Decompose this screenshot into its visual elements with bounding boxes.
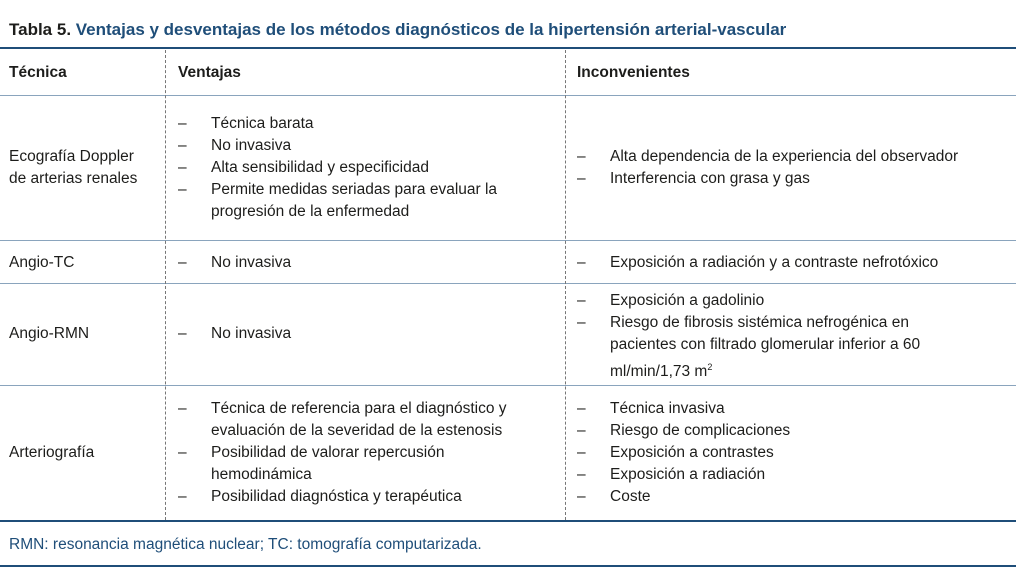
row-2-advantages bbox=[178, 252, 563, 274]
list-item: – No invasiva bbox=[178, 135, 523, 157]
header-disadvantages: Inconvenientes bbox=[577, 64, 690, 81]
list-item-text: Riesgo de fibrosis sistémica nefrogénica en pacientes con filtrado glomerular inferior a 60 ml/min/1,73 m bbox=[610, 314, 921, 380]
list-item: – Permite medidas seriadas para evaluar la progresión de la enfermedad bbox=[178, 179, 523, 223]
row-1-technique bbox=[9, 146, 159, 190]
list-item bbox=[577, 312, 977, 383]
row-4-advantages bbox=[178, 398, 553, 508]
list-item: – Posibilidad de valorar repercusión hemodinámica bbox=[178, 442, 511, 486]
row-4-technique bbox=[9, 442, 159, 464]
list-item: – Coste bbox=[577, 486, 1012, 508]
list-item: – Riesgo de complicaciones bbox=[577, 420, 1012, 442]
table-number: Tabla 5. bbox=[9, 20, 72, 39]
header-technique: Técnica bbox=[9, 64, 67, 81]
technique-line: Angio-TC bbox=[9, 254, 75, 271]
list-item: – Posibilidad diagnóstica y terapéutica bbox=[178, 486, 553, 508]
list-item: – Alta sensibilidad y especificidad bbox=[178, 157, 523, 179]
list-item: – Exposición a contrastes bbox=[577, 442, 1012, 464]
list-item: – Técnica de referencia para el diagnóstico y evaluación de la severidad de la estenosis bbox=[178, 398, 553, 442]
row-4-disadvantages bbox=[577, 398, 1012, 508]
column-divider bbox=[565, 50, 566, 520]
row-divider bbox=[0, 385, 1016, 386]
superscript: 2 bbox=[707, 362, 713, 372]
list-item: – Exposición a gadolinio bbox=[577, 290, 977, 312]
row-2-disadvantages bbox=[577, 252, 1012, 274]
technique-line: de arterias renales bbox=[9, 170, 138, 187]
row-divider bbox=[0, 240, 1016, 241]
table-title bbox=[9, 20, 786, 40]
row-3-advantages bbox=[178, 323, 563, 345]
table-caption: Ventajas y desventajas de los métodos diagnósticos de la hipertensión arterial-vascular bbox=[75, 20, 787, 39]
list-item: – Técnica barata bbox=[178, 113, 523, 135]
technique-line: Arteriografía bbox=[9, 444, 95, 461]
header-advantages: Ventajas bbox=[178, 64, 241, 81]
top-rule bbox=[0, 47, 1016, 49]
row-3-disadvantages bbox=[577, 290, 977, 383]
technique-line: Ecografía Doppler bbox=[9, 148, 134, 165]
list-item: – No invasiva bbox=[178, 252, 563, 274]
column-divider bbox=[165, 50, 166, 520]
row-3-technique bbox=[9, 323, 159, 345]
technique-line: Angio-RMN bbox=[9, 325, 90, 342]
list-item: – Exposición a radiación bbox=[577, 464, 1012, 486]
row-1-advantages bbox=[178, 113, 523, 223]
list-item: – No invasiva bbox=[178, 323, 563, 345]
table-footnote: RMN: resonancia magnética nuclear; TC: tomografía computarizada. bbox=[9, 536, 482, 553]
row-2-technique bbox=[9, 252, 159, 274]
list-item: – Alta dependencia de la experiencia del observador bbox=[577, 146, 1012, 168]
list-item: – Interferencia con grasa y gas bbox=[577, 168, 1012, 190]
row-divider bbox=[0, 95, 1016, 96]
row-divider bbox=[0, 283, 1016, 284]
list-item: – Técnica invasiva bbox=[577, 398, 1012, 420]
bottom-rule bbox=[0, 520, 1016, 522]
row-1-disadvantages bbox=[577, 146, 1012, 190]
footer-rule bbox=[0, 565, 1016, 567]
list-item: – Exposición a radiación y a contraste nefrotóxico bbox=[577, 252, 1012, 274]
